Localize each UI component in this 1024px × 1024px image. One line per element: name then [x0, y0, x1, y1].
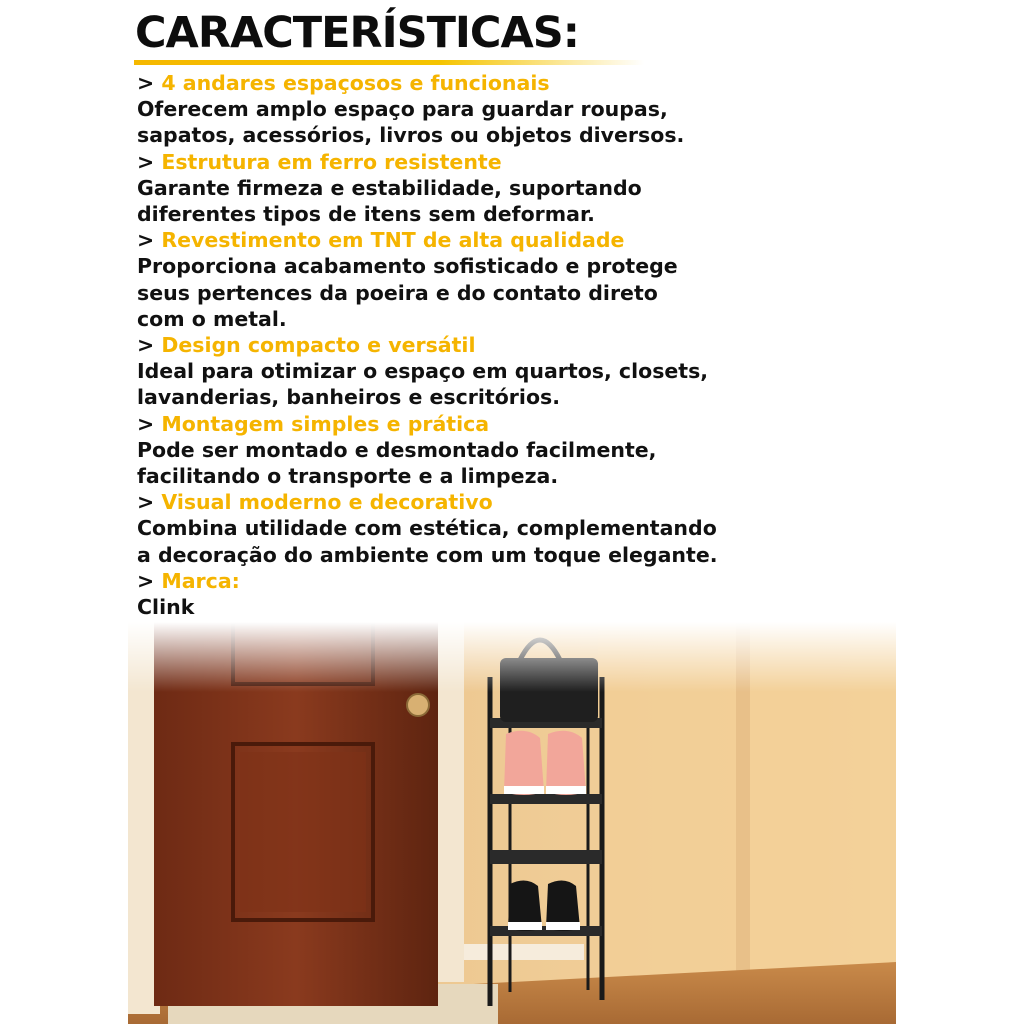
feature-description-line: Combina utilidade com estética, complementando — [137, 516, 717, 541]
feature-title: Design compacto e versátil — [161, 333, 476, 358]
feature-description-line: Oferecem amplo espaço para guardar roupas, — [137, 97, 668, 122]
feature-description-line: Pode ser montado e desmontado facilmente, — [137, 437, 657, 462]
feature-item-brand — [137, 568, 777, 620]
bullet-arrow: > — [137, 71, 155, 95]
feature-item — [137, 332, 777, 411]
feature-title-line — [137, 411, 777, 437]
features-list — [137, 70, 777, 620]
page-heading: CARACTERÍSTICAS: — [135, 8, 579, 58]
bullet-arrow: > — [137, 490, 155, 515]
feature-title-line — [137, 489, 777, 515]
feature-title-line — [137, 568, 777, 594]
feature-title: Revestimento em TNT de alta qualidade — [161, 228, 625, 253]
feature-title: 4 andares espaçosos e funcionais — [161, 71, 550, 95]
feature-title-line — [137, 70, 777, 96]
baseboard — [464, 944, 584, 960]
feature-item — [137, 227, 777, 332]
feature-description-line: Ideal para otimizar o espaço em quartos, closets, — [137, 359, 709, 384]
door-panel-inset — [240, 752, 366, 912]
feature-title: Estrutura em ferro resistente — [161, 149, 502, 174]
feature-description-line: diferentes tipos de itens sem deformar. — [137, 202, 595, 227]
bullet-arrow: > — [137, 411, 155, 436]
feature-description-line: facilitando o transporte e a limpeza. — [137, 464, 559, 489]
feature-description-line: a decoração do ambiente com um toque elegante. — [137, 542, 718, 567]
feature-description-line: com o metal. — [137, 306, 287, 331]
bullet-arrow: > — [137, 228, 155, 253]
feature-description-line: lavanderias, banheiros e escritórios. — [137, 385, 561, 410]
feature-description-line: Proporciona acabamento sofisticado e protege — [137, 254, 678, 279]
feature-title-line — [137, 227, 777, 253]
brand-name: Clink — [137, 595, 195, 620]
door-knob — [407, 694, 429, 716]
feature-title: Montagem simples e prática — [161, 411, 490, 436]
feature-title-line — [137, 332, 777, 358]
feature-title: Visual moderno e decorativo — [161, 490, 493, 515]
bullet-arrow: > — [137, 333, 155, 358]
feature-title: Marca: — [161, 568, 240, 593]
bullet-arrow: > — [137, 149, 155, 174]
feature-description-line: sapatos, acessórios, livros ou objetos diversos. — [137, 123, 685, 148]
product-photo — [128, 622, 896, 1024]
heading-underline — [134, 60, 644, 65]
feature-item — [137, 489, 777, 568]
feature-description-line: seus pertences da poeira e do contato direto — [137, 280, 658, 305]
feature-item — [137, 411, 777, 490]
feature-description-line: Garante firmeza e estabilidade, suportando — [137, 175, 642, 200]
feature-title-line — [137, 149, 777, 175]
photo-top-fade — [128, 622, 896, 692]
feature-item — [137, 70, 777, 149]
feature-item — [137, 149, 777, 228]
bullet-arrow: > — [137, 568, 155, 593]
